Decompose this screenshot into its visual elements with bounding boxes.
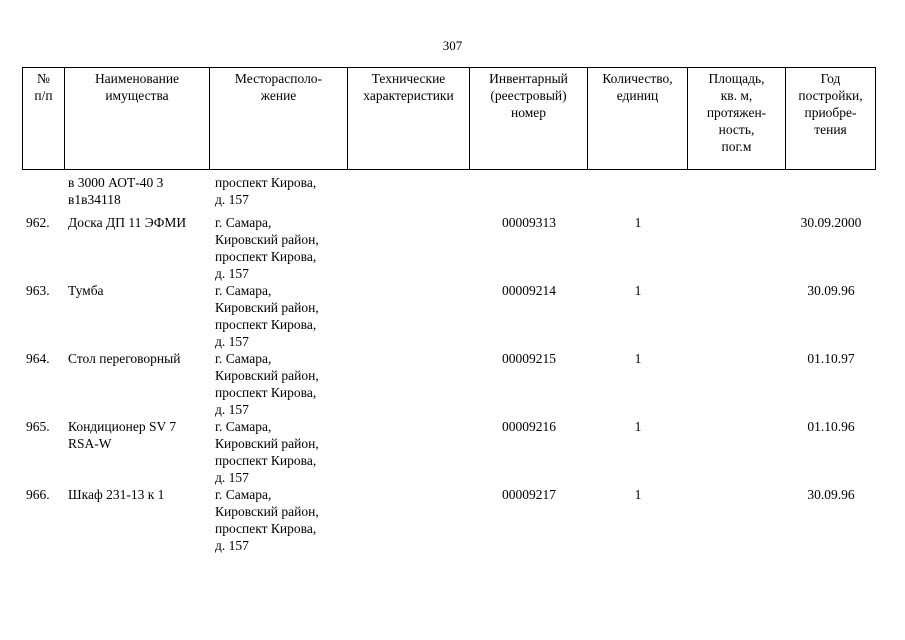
cell-location: [209, 282, 347, 350]
text-line: ность,: [718, 122, 755, 137]
header-location: [210, 68, 348, 170]
text-line: г. Самара,: [215, 351, 272, 366]
header-tech: [348, 68, 470, 170]
text-line: г. Самара,: [215, 419, 272, 434]
cell-name: [64, 214, 209, 282]
cell-tech: [347, 418, 469, 486]
cell-location: [209, 172, 347, 214]
text-line: жение: [260, 88, 297, 103]
table-row: [22, 282, 875, 350]
cell-quantity: 1: [634, 487, 642, 502]
text-line: Наименование: [94, 71, 180, 86]
text-line: постройки,: [798, 88, 863, 103]
text-line: Кировский район,: [215, 436, 319, 451]
header-area: [688, 68, 786, 170]
cell-inventory: 00009214: [502, 283, 556, 298]
text-line: проспект Кирова,: [215, 453, 317, 468]
text-line: проспект Кирова,: [215, 521, 317, 536]
text-line: номер: [510, 105, 546, 120]
table-header: [22, 67, 876, 170]
text-line: г. Самара,: [215, 283, 272, 298]
text-line: проспект Кирова,: [215, 175, 317, 190]
cell-name: [64, 418, 209, 486]
header-num: [23, 68, 65, 170]
text-line: Кировский район,: [215, 368, 319, 383]
text-line: Технические: [371, 71, 446, 86]
text-line: тения: [814, 122, 847, 137]
cell-inventory: 00009313: [502, 215, 556, 230]
table-row: [22, 214, 875, 282]
cell-year: 30.09.96: [807, 283, 855, 298]
text-line: проспект Кирова,: [215, 317, 317, 332]
text-line: №: [37, 71, 50, 86]
cell-name: [64, 282, 209, 350]
text-line: Кировский район,: [215, 232, 319, 247]
cell-num: 965.: [26, 419, 50, 434]
cell-year: 30.09.96: [807, 487, 855, 502]
cell-name: [64, 486, 209, 554]
text-line: проспект Кирова,: [215, 249, 317, 264]
text-line: характеристики: [363, 88, 454, 103]
text-line: в 3000 АОТ-40 3: [68, 175, 164, 190]
text-line: RSA-W: [68, 436, 112, 451]
text-line: Количество,: [602, 71, 673, 86]
page-number: 307: [442, 38, 463, 53]
cell-quantity: 1: [634, 283, 642, 298]
text-line: в1в34118: [68, 192, 121, 207]
text-line: д. 157: [215, 192, 249, 207]
text-line: г. Самара,: [215, 215, 272, 230]
cell-tech: [347, 486, 469, 554]
cell-area: [687, 214, 785, 282]
cell-num: 962.: [26, 215, 50, 230]
cell-num: 963.: [26, 283, 50, 298]
text-line: Кондиционер SV 7: [68, 419, 177, 434]
text-line: проспект Кирова,: [215, 385, 317, 400]
text-line: (реестровый): [490, 88, 567, 103]
cell-area: [687, 282, 785, 350]
cell-year: 01.10.97: [807, 351, 855, 366]
cell-num: 966.: [26, 487, 50, 502]
text-line: д. 157: [215, 402, 249, 417]
cell-quantity: 1: [634, 351, 642, 366]
text-line: Шкаф 231-13 к 1: [68, 487, 165, 502]
text-line: Площадь,: [708, 71, 765, 86]
text-line: г. Самара,: [215, 487, 272, 502]
cell-area: [687, 486, 785, 554]
header-inventory: [470, 68, 588, 170]
header-name: [65, 68, 210, 170]
text-line: единиц: [616, 88, 659, 103]
text-line: Кировский район,: [215, 300, 319, 315]
cell-inventory: 00009216: [502, 419, 556, 434]
cell-location: [209, 214, 347, 282]
cell-tech: [347, 350, 469, 418]
cell-quantity: 1: [634, 419, 642, 434]
cell-inventory: 00009215: [502, 351, 556, 366]
table-row: [22, 418, 875, 486]
text-line: протяжен-: [706, 105, 767, 120]
cell-name: [64, 350, 209, 418]
table-row: [22, 486, 875, 554]
cell-area: [687, 350, 785, 418]
cell-year: 01.10.96: [807, 419, 855, 434]
text-line: кв. м,: [720, 88, 753, 103]
text-line: д. 157: [215, 538, 249, 553]
text-line: Стол переговорный: [68, 351, 181, 366]
cell-inventory: 00009217: [502, 487, 556, 502]
table-body: [22, 172, 875, 554]
text-line: д. 157: [215, 266, 249, 281]
table-row-continuation: [22, 172, 875, 214]
text-line: Инвентарный: [489, 71, 568, 86]
cell-tech: [347, 214, 469, 282]
cell-num: 964.: [26, 351, 50, 366]
cell-location: [209, 486, 347, 554]
cell-year: 30.09.2000: [800, 215, 862, 230]
header-year: [786, 68, 876, 170]
text-line: пог.м: [721, 139, 752, 154]
header-quantity: [588, 68, 688, 170]
cell-quantity: 1: [634, 215, 642, 230]
text-line: приобре-: [804, 105, 857, 120]
cell-tech: [347, 282, 469, 350]
text-line: Доска ДП 11 ЭФМИ: [68, 215, 187, 230]
text-line: Кировский район,: [215, 504, 319, 519]
text-line: п/п: [34, 88, 53, 103]
text-line: д. 157: [215, 470, 249, 485]
text-line: Тумба: [68, 283, 104, 298]
text-line: Год: [820, 71, 841, 86]
table-row: [22, 350, 875, 418]
text-line: д. 157: [215, 334, 249, 349]
text-line: Месторасполо-: [234, 71, 323, 86]
cell-location: [209, 418, 347, 486]
cell-name: [64, 172, 209, 214]
cell-location: [209, 350, 347, 418]
text-line: имущества: [105, 88, 169, 103]
cell-area: [687, 418, 785, 486]
